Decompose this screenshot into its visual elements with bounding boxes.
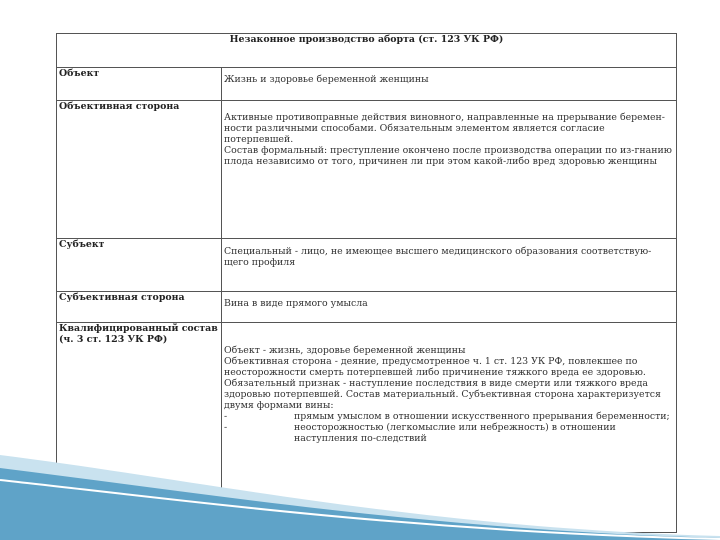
list-item-text: неосторожностью (легкомыслие или небрежность) в отношении наступления по-следствий xyxy=(294,422,616,444)
table-row xyxy=(57,101,677,239)
row-label: Субъективная сторона xyxy=(57,292,222,323)
row-label-sub: (ч. 3 ст. 123 УК РФ) xyxy=(59,334,168,345)
table-row xyxy=(57,292,677,323)
row-value: Активные противоправные действия виновного, направленные на прерывание беремен-ности различными способами. Обязательным элементом является согласие потерпевшей. Состав формальный: преступление окончено после производства операции по из-гнанию плода независимо от того, причинен ли при этом какой-либо вред здоровью женщины xyxy=(222,101,677,239)
row-value: Жизнь и здоровье беременной женщины xyxy=(222,68,677,101)
row-value: Специальный - лицо, не имеющее высшего медицинского образования соответствую-щего профиля xyxy=(222,239,677,292)
row-label: Объективная сторона xyxy=(57,101,222,239)
row-value: Объект - жизнь, здоровье беременной женщины Объективная сторона - деяние, предусмотренное ч. 1 ст. 123 УК РФ, повлекшее по неосторожности смерть потерпевшей либо причинение тяжкого вреда ее здоровью. Обязательный признак - наступление последствия в виде смерти или тяжкого вреда здоровью потерпевшей. Состав материальный. Субъективная сторона характеризуется двумя формами вины: xyxy=(224,345,661,411)
list-item xyxy=(224,411,674,422)
list-item-text: прямым умыслом в отношении искусственного прерывания беременности; xyxy=(294,411,670,422)
row-label: Квалифицированный состав xyxy=(59,323,218,334)
list-item xyxy=(224,422,674,444)
table-row xyxy=(57,68,677,101)
list-marker: - xyxy=(224,422,228,433)
table-title: Незаконное производство аборта (ст. 123 УК РФ) xyxy=(57,34,677,68)
decorative-wave xyxy=(0,450,720,540)
row-value: Вина в виде прямого умысла xyxy=(222,292,677,323)
row-label: Субъект xyxy=(57,239,222,292)
list-marker: - xyxy=(224,411,228,422)
row-label: Объект xyxy=(57,68,222,101)
table-row xyxy=(57,239,677,292)
table-title-row xyxy=(57,34,677,68)
